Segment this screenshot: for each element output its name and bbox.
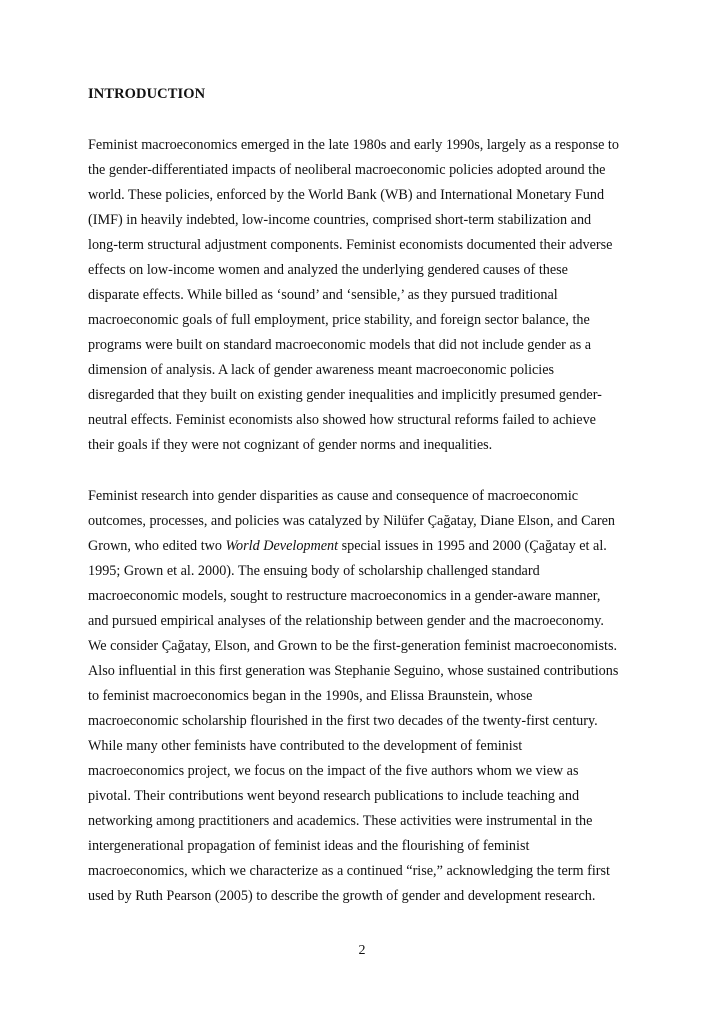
text-line: to feminist macroeconomics began in the 1990s, and Elissa Braunstein, whose bbox=[88, 688, 533, 704]
text-line: world. These policies, enforced by the World Bank (WB) and International Monetary Fund bbox=[88, 187, 605, 203]
section-heading: INTRODUCTION bbox=[88, 86, 206, 102]
text-line: macroeconomic models, sought to restructure macroeconomics in a gender-aware manner, bbox=[88, 588, 601, 604]
text-line: their goals if they were not cognizant of gender norms and inequalities. bbox=[88, 437, 493, 453]
text-line: used by Ruth Pearson (2005) to describe the growth of gender and development research. bbox=[88, 888, 596, 904]
text-line: disregarded that they built on existing gender inequalities and implicitly presumed gender- bbox=[88, 387, 602, 403]
text-line: pivotal. Their contributions went beyond research publications to include teaching and bbox=[88, 788, 580, 804]
text-line: programs were built on standard macroeconomic models that did not include gender as a bbox=[88, 337, 592, 353]
page-number: 2 bbox=[358, 943, 366, 958]
paragraph-2 bbox=[88, 484, 644, 909]
text-line: neutral effects. Feminist economists also showed how structural reforms failed to achieve bbox=[88, 412, 596, 428]
text-line: We consider Çağatay, Elson, and Grown to be the first-generation feminist macroeconomists. bbox=[88, 638, 618, 654]
text-line: macroeconomics, which we characterize as a continued “rise,” acknowledging the term first bbox=[88, 863, 610, 879]
text-line: macroeconomics project, we focus on the impact of the five authors whom we view as bbox=[88, 763, 579, 779]
text-line: Feminist macroeconomics emerged in the late 1980s and early 1990s, largely as a response to bbox=[88, 137, 619, 153]
text-line: Feminist research into gender disparities as cause and consequence of macroeconomic bbox=[88, 488, 579, 504]
paragraph-1 bbox=[88, 133, 644, 458]
text-segment: special issues in 1995 and 2000 (Çağatay et al. bbox=[338, 538, 607, 554]
text-line: outcomes, processes, and policies was catalyzed by Nilüfer Çağatay, Diane Elson, and Caren bbox=[88, 513, 615, 529]
text-line: 1995; Grown et al. 2000). The ensuing body of scholarship challenged standard bbox=[88, 563, 540, 579]
text-segment: Grown, who edited two bbox=[88, 538, 226, 554]
text-line: effects on low-income women and analyzed the underlying gendered causes of these bbox=[88, 262, 568, 278]
text-line-with-journal-title bbox=[88, 534, 644, 559]
text-line: macroeconomic goals of full employment, price stability, and foreign sector balance, the bbox=[88, 312, 590, 328]
text-line: disparate effects. While billed as ‘sound’ and ‘sensible,’ as they pursued traditional bbox=[88, 287, 558, 303]
text-line: long-term structural adjustment components. Feminist economists documented their adverse bbox=[88, 237, 613, 253]
text-line: Also influential in this first generation was Stephanie Seguino, whose sustained contributions bbox=[88, 663, 619, 679]
text-line: the gender-differentiated impacts of neoliberal macroeconomic policies adopted around the bbox=[88, 162, 606, 178]
text-line: dimension of analysis. A lack of gender awareness meant macroeconomic policies bbox=[88, 362, 555, 378]
text-line: While many other feminists have contributed to the development of feminist bbox=[88, 738, 523, 754]
text-line: and pursued empirical analyses of the relationship between gender and the macroeconomy. bbox=[88, 613, 604, 629]
text-line: networking among practitioners and academics. These activities were instrumental in the bbox=[88, 813, 593, 829]
text-line: (IMF) in heavily indebted, low-income countries, comprised short-term stabilization and bbox=[88, 212, 592, 228]
journal-title: World Development bbox=[225, 538, 339, 554]
text-line: intergenerational propagation of feminist ideas and the flourishing of feminist bbox=[88, 838, 530, 854]
text-line: macroeconomic scholarship flourished in the first two decades of the twenty-first century. bbox=[88, 713, 598, 729]
